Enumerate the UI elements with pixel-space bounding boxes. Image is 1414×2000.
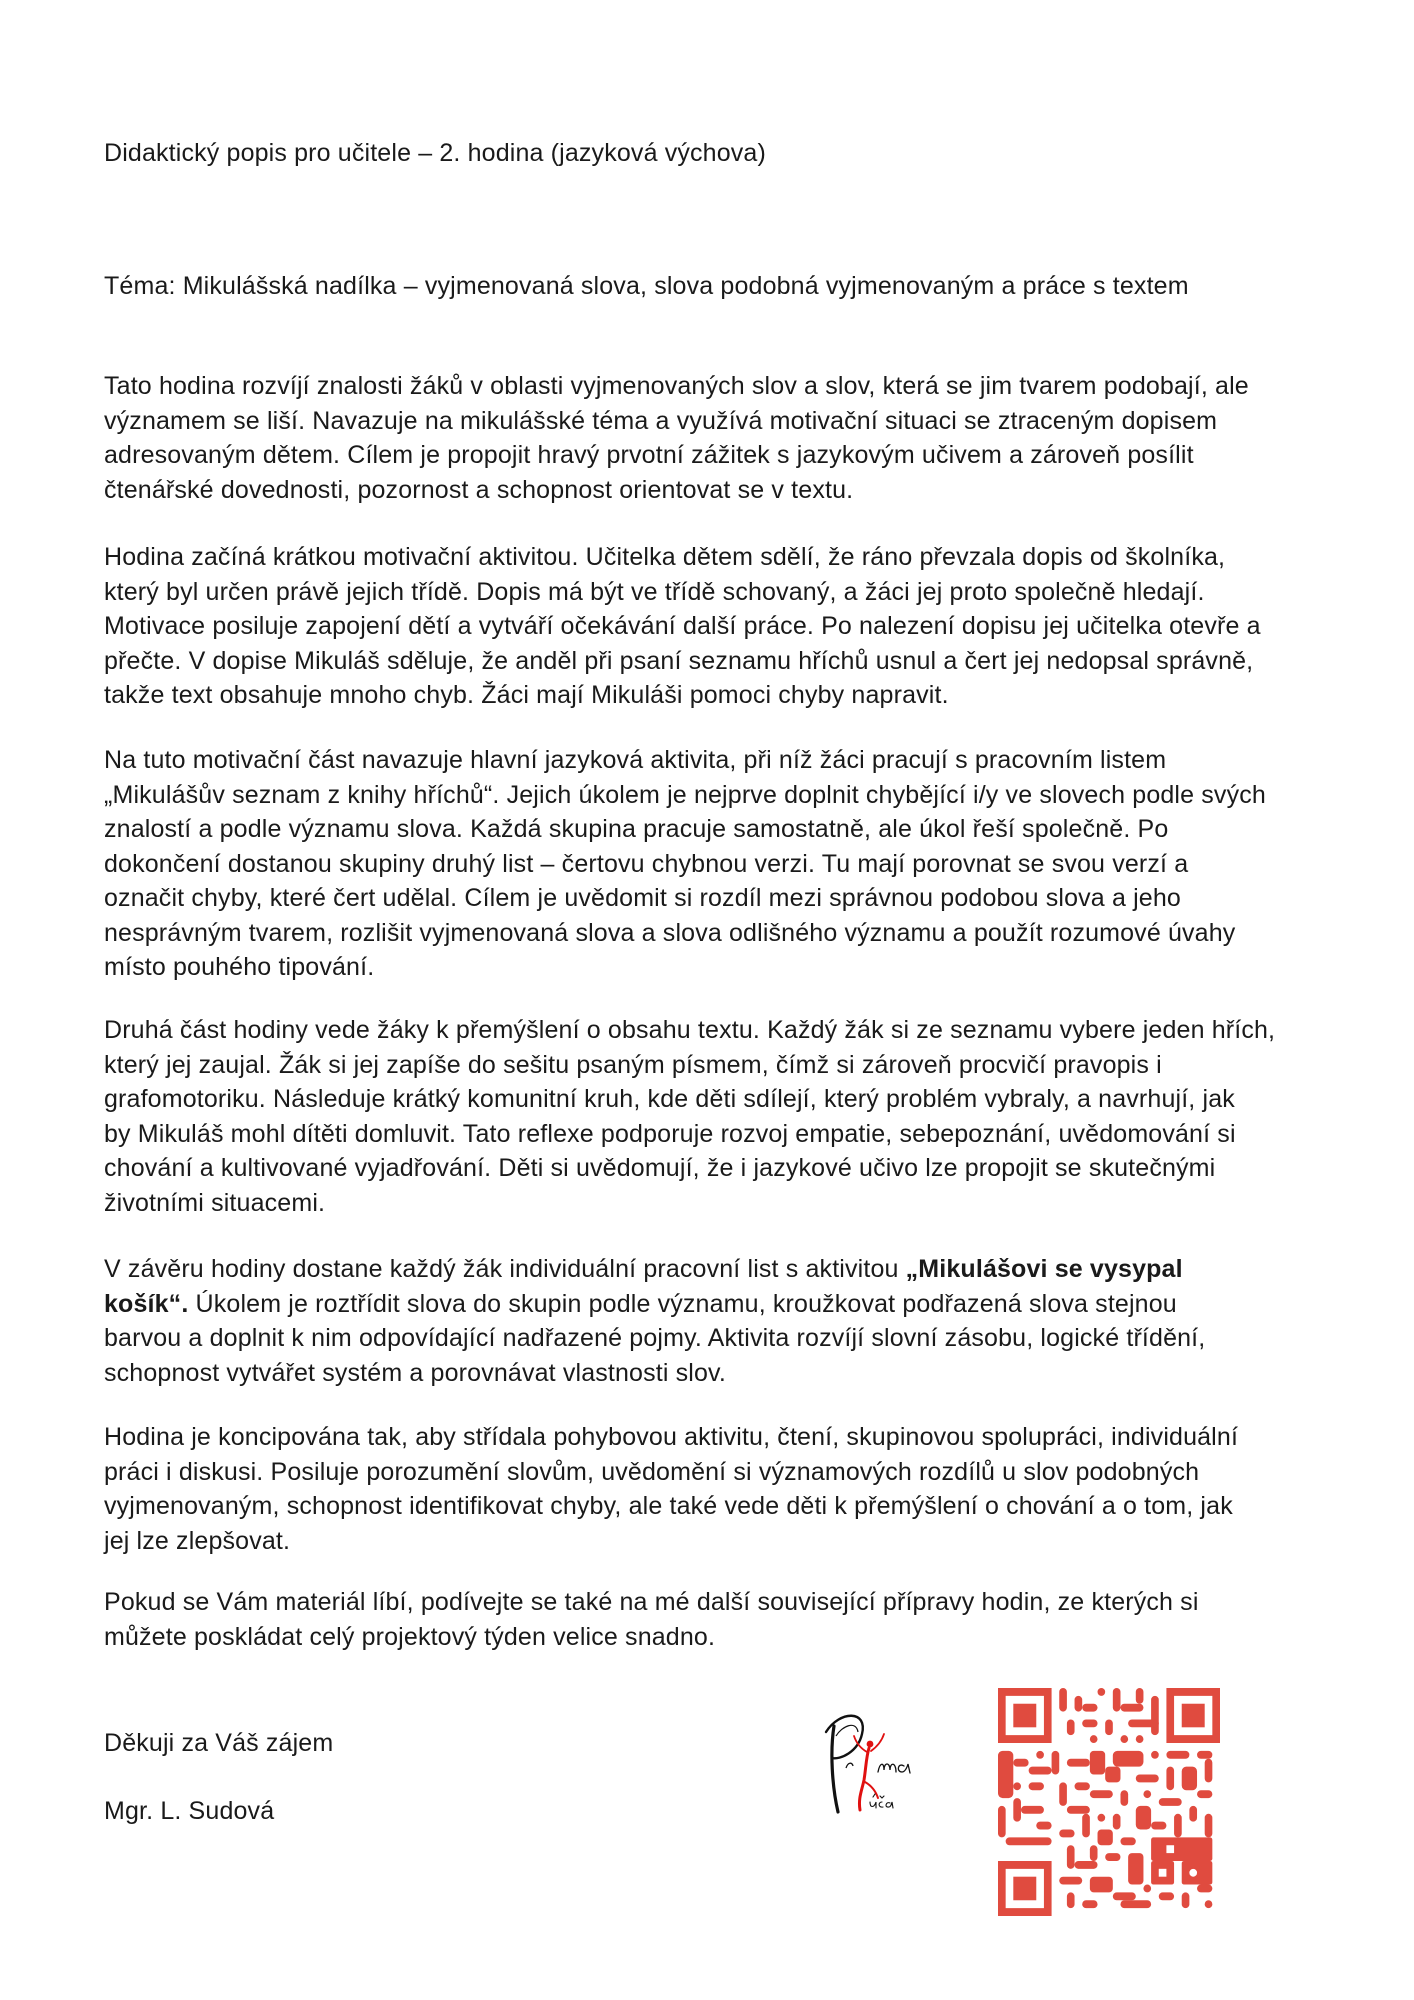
text-line: takže text obsahuje mnoho chyb. Žáci mají Mikuláši pomoci chyby napravit.	[104, 681, 949, 709]
text-line: přečte. V dopise Mikuláš sděluje, že anděl při psaní seznamu hříchů usnul a čert jej nedopsal správně,	[104, 646, 1254, 675]
text-line: nesprávným tvarem, rozlišit vyjmenovaná slova a slova odlišného významu a použít rozumové úvahy	[104, 918, 1236, 947]
text-line: místo pouhého tipování.	[104, 953, 375, 981]
text-line: grafomotoriku. Následuje krátký komunitní kruh, kde děti sdílejí, který problém vybraly, a navrhují, jak	[104, 1085, 1235, 1113]
document-title: Didaktický popis pro učitele – 2. hodina (jazyková výchova)	[104, 139, 766, 167]
text-line: by Mikuláš mohl dítěti domluvit. Tato reflexe podporuje rozvoj empatie, sebepoznání, uvědomování si	[104, 1119, 1236, 1148]
text-line: životními situacemi.	[104, 1188, 326, 1217]
text-fragment: V závěru hodiny dostane každý žák individuální pracovní list s aktivitou	[104, 1255, 906, 1283]
paragraph-main-activity	[104, 743, 1266, 985]
text-line: Hodina je koncipována tak, aby střídala pohybovou aktivitu, čtení, skupinovou spolupráci, individuální	[104, 1423, 1239, 1451]
text-line: Tato hodina rozvíjí znalosti žáků v oblasti vyjmenovaných slov a slov, která se jim tvarem podobají, ale	[104, 372, 1249, 400]
text-line: chování a kultivované vyjadřování. Děti si uvědomují, že i jazykové učivo lze propojit se skutečnými	[104, 1154, 1216, 1182]
activity-name-bold: košík“.	[104, 1289, 189, 1318]
text-line: znalostí a podle významu slova. Každá skupina pracuje samostatně, ale úkol řeší společně. Po	[104, 815, 1169, 843]
text-line: „Mikulášův seznam z knihy hříchů“. Jejich úkolem je nejprve doplnit chybějící i/y ve slovech podle svých	[104, 780, 1266, 809]
text-line: práci i diskusi. Posiluje porozumění slovům, uvědomění si významových rozdílů u slov podobných	[104, 1457, 1200, 1486]
text-line: označit chyby, které čert udělal. Cílem je uvědomit si rozdíl mezi správnou podobou slova a jeho	[104, 884, 1181, 912]
text-line: barvou a doplnit k nim odpovídající nadřazené pojmy. Aktivita rozvíjí slovní zásobu, logické třídění,	[104, 1324, 1206, 1352]
text-line: Na tuto motivační část navazuje hlavní jazyková aktivita, při níž žáci pracují s pracovním listem	[104, 746, 1167, 774]
text-line: schopnost vytvářet systém a porovnávat vlastnosti slov.	[104, 1358, 726, 1387]
activity-name-bold: „Mikulášovi se vysypal	[905, 1255, 1183, 1283]
text-line: který byl určen právě jejich třídě. Dopis má být ve třídě schovaný, a žáci jej proto společně hledají.	[104, 577, 1205, 606]
text-line: který jej zaujal. Žák si jej zapíše do sešitu psaným písmem, čímž si zároveň procvičí pravopis i	[104, 1050, 1162, 1079]
text-line: jej lze zlepšovat.	[104, 1526, 291, 1555]
author-signature: Mgr. L. Sudová	[104, 1797, 275, 1825]
text-line: vyjmenovaným, schopnost identifikovat chyby, ale také vede děti k přemýšlení o chování a o tom, jak	[104, 1492, 1233, 1520]
paragraph-motivation	[104, 540, 1261, 713]
paragraph-reflection	[104, 1013, 1275, 1220]
text-line	[104, 1287, 1205, 1322]
paragraph-summary	[104, 1420, 1238, 1558]
text-line: čtenářské dovednosti, pozornost a schopnost orientovat se v textu.	[104, 475, 854, 504]
text-line: dokončení dostanou skupiny druhý list – čertovu chybnou verzi. Tu mají porovnat se svou verzí a	[104, 849, 1189, 878]
lesson-topic: Téma: Mikulášská nadílka – vyjmenovaná slova, slova podobná vyjmenovaným a práce s textem	[104, 272, 1189, 300]
text-line: můžete poskládat celý projektový týden velice snadno.	[104, 1622, 716, 1651]
paragraph-invitation	[104, 1585, 1199, 1654]
paragraph-final-activity	[104, 1252, 1205, 1390]
text-line: Hodina začíná krátkou motivační aktivitou. Učitelka dětem sdělí, že ráno převzala dopis od školníka,	[104, 543, 1226, 571]
text-line: Druhá část hodiny vede žáky k přemýšlení o obsahu textu. Každý žák si ze seznamu vybere jeden hřích,	[104, 1016, 1276, 1044]
text-line	[104, 1252, 1205, 1287]
text-fragment: Úkolem je roztřídit slova do skupin podle významu, kroužkovat podřazená slova stejnou	[188, 1289, 1177, 1318]
text-line: adresovaným dětem. Cílem je propojit hravý prvotní zážitek s jazykovým učivem a zároveň posílit	[104, 441, 1194, 469]
qr-code-icon[interactable]	[998, 1688, 1220, 1916]
text-line: významem se liší. Navazuje na mikulášské téma a využívá motivační situaci se ztraceným dopisem	[104, 406, 1218, 435]
paragraph-intro	[104, 369, 1249, 507]
prima-uca-logo-icon	[820, 1706, 930, 1818]
text-line: Motivace posiluje zapojení dětí a vytváří očekávání další práce. Po nalezení dopisu jej učitelka otevře a	[104, 612, 1261, 640]
closing-text: Děkuji za Váš zájem	[104, 1729, 334, 1757]
text-line: Pokud se Vám materiál líbí, podívejte se také na mé další související přípravy hodin, ze kterých si	[104, 1588, 1199, 1616]
